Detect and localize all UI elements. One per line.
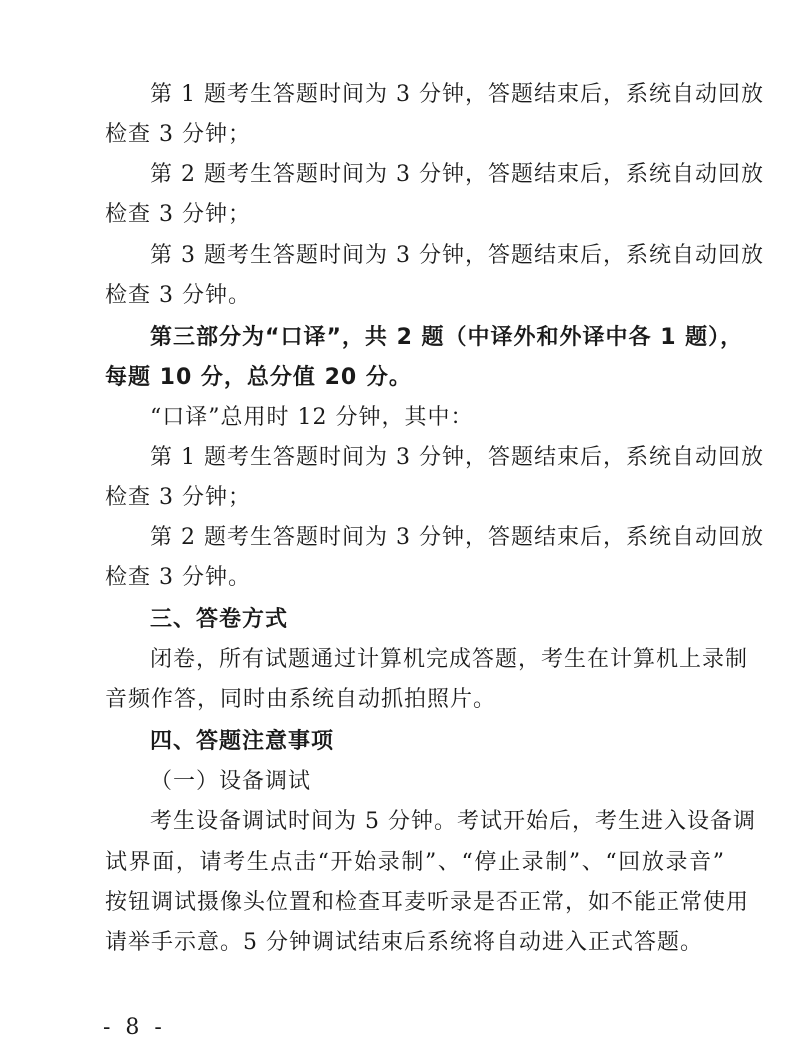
paragraph-line: “口译”总用时 12 分钟，其中：: [150, 405, 474, 430]
paragraph-line: 第 1 题考生答题时间为 3 分钟，答题结束后，系统自动回放: [150, 82, 764, 107]
section-heading: 四、答题注意事项: [150, 729, 335, 754]
section-heading: 三、答卷方式: [150, 607, 289, 632]
paragraph-line: 第 2 题考生答题时间为 3 分钟，答题结束后，系统自动回放: [150, 162, 764, 187]
paragraph-line: 试界面，请考生点击“开始录制”、“停止录制”、“回放录音”: [105, 850, 725, 875]
bold-paragraph-line: 第三部分为“口译”，共 2 题（中译外和外译中各 1 题），: [150, 325, 744, 350]
paragraph-line: 检查 3 分钟；: [105, 202, 251, 227]
paragraph-line: 考生设备调试时间为 5 分钟。考试开始后，考生进入设备调: [150, 809, 756, 834]
bold-paragraph-line: 每题 10 分，总分值 20 分。: [105, 365, 412, 390]
paragraph-line: 检查 3 分钟；: [105, 485, 251, 510]
paragraph-line: 音频作答，同时由系统自动抓拍照片。: [105, 687, 497, 712]
paragraph-line: 第 2 题考生答题时间为 3 分钟，答题结束后，系统自动回放: [150, 525, 764, 550]
paragraph-line: 按钮调试摄像头位置和检查耳麦听录是否正常，如不能正常使用: [105, 890, 750, 915]
subsection-heading: （一）设备调试: [150, 769, 312, 794]
paragraph-line: 闭卷，所有试题通过计算机完成答题，考生在计算机上录制: [150, 647, 749, 672]
page-number: - 8 -: [103, 1015, 166, 1040]
paragraph-line: 检查 3 分钟。: [105, 283, 251, 308]
paragraph-line: 检查 3 分钟。: [105, 565, 251, 590]
paragraph-line: 检查 3 分钟；: [105, 122, 251, 147]
paragraph-line: 第 1 题考生答题时间为 3 分钟，答题结束后，系统自动回放: [150, 445, 764, 470]
paragraph-line: 第 3 题考生答题时间为 3 分钟，答题结束后，系统自动回放: [150, 243, 764, 268]
paragraph-line: 请举手示意。5 分钟调试结束后系统将自动进入正式答题。: [105, 930, 703, 955]
